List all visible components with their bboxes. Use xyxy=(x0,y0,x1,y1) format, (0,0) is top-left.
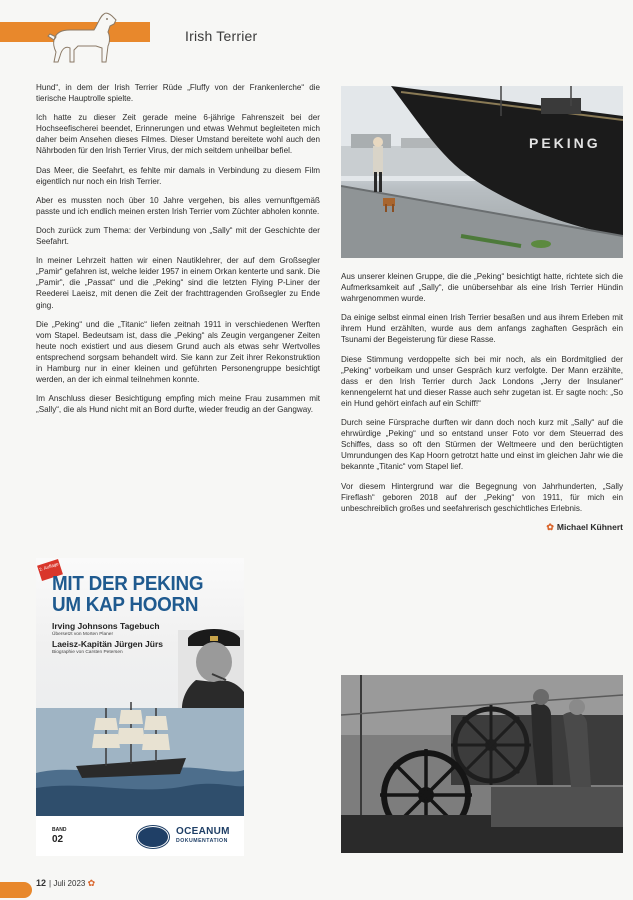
volume-label: BAND xyxy=(52,827,67,833)
page-footer xyxy=(0,872,633,900)
paragraph: Durch seine Fürsprache durften wir dann doch noch kurz mit „Sally“ auf die ehrwürdige „Peking“ und so entstand unser Foto vor dem Steuerrad des Schiffes, dass so oft den Stürmen der Weltmeere und den berüchtigten Umrundungen des Kap Hoorn getrotzt hatte und einst im gleichen Jahr wie die bekannte „Titanic“ vom Stapel lief. xyxy=(341,418,623,472)
paragraph: Die „Peking“ und die „Titanic“ liefen zeitnah 1911 in verschiedenen Werften vom Stapel. Bedeutsam ist, dass die „Peking“ als Zeugin vergangener Zeiten heute noch existiert und aus diesem Grund auch als etwas sehr Wertvolles entsprechend sorgsam behandelt wird. Sie kann zur Zeit ihrer Rekonstruktion in Hamburg nur in einer kleinen und geführten Personengruppe besichtigt werden, an der ich einmal teilnehmen konnte. xyxy=(36,319,320,385)
paragraph: Das Meer, die Seefahrt, es fehlte mir damals in Verbindung zu diesem Film eigentlich nur noch ein Irish Terrier. xyxy=(36,165,320,186)
paw-icon: ✿ xyxy=(87,878,96,888)
book-subtitle: Irving Johnsons Tagebuch xyxy=(52,621,160,631)
book-illustration xyxy=(36,558,244,856)
ship-hull-name: PEKING xyxy=(529,135,601,151)
paragraph: Da einige selbst einmal einen Irish Terrier besaßen und aus ihrem Erleben mit ihrem Hund erzählten, wurde aus dem anfangs zaghaften Gespräch ein Tsunami der Begeisterung für diese Rasse. xyxy=(341,313,623,345)
edition-badge: 2. Auflage xyxy=(37,559,63,581)
ship-illustration xyxy=(341,86,623,258)
right-text-column xyxy=(341,271,623,533)
book-cover xyxy=(36,558,244,856)
paragraph: Ich hatte zu dieser Zeit gerade meine 6-jährige Fahrenszeit bei der Hochseefischerei beendet, Erinnerungen und etwas Wehmut begleiteten mich daher beim Ansehen dieses Filmes. Dieser Umstand bereitete wohl auch den Nährboden für den Irish Terrier Virus, der mich seitdem unheilbar befiel. xyxy=(36,113,320,156)
paragraph: Aber es mussten noch über 10 Jahre vergehen, bis alles vernunftgemäß passte und ich endlich meinen ersten Irish Terrier vom Züchter abholen konnte. xyxy=(36,195,320,216)
steering-wheel-illustration xyxy=(341,675,623,853)
book-credit: Übersetzt von Morten Planer xyxy=(52,632,114,637)
paragraph: In meiner Lehrzeit hatten wir einen Nautiklehrer, der auf dem Großsegler „Pamir“ gefahren ist, welche leider 1957 in einem Orkan kenterte und sank. Die „Pamir“, die „Passat“ und die „Peking“ sind die letzten Flying P-Liner der Reederei Laeisz, mit denen die Zeit der frachttragenden Großsegler zu Ende ging. xyxy=(36,256,320,310)
page-number: 12 xyxy=(36,878,47,888)
book-credit: Biographie von Carsten Petersen xyxy=(52,650,123,655)
left-text-column xyxy=(36,82,320,423)
ship-logo-icon xyxy=(137,826,169,848)
volume-number: 02 xyxy=(52,834,64,845)
paragraph: Hund“, in dem der Irish Terrier Rüde „Fluffy von der Frankenlerche“ die tierische Hauptrolle spielte. xyxy=(36,83,320,104)
photo-peking-ship xyxy=(341,86,623,258)
paragraph: Diese Stimmung verdoppelte sich bei mir noch, als ein Bordmitglied der „Peking“ vorbeikam und unser Gespräch kurz verfolgte. Der Mann erzählte, dass er den Irish Terrier durch Jack Londons „Jerry der Insulaner“ kennengelernt hat und dieser Rasse auch sehr zugetan ist. Er sagte noch: „So ein Hund gehört einfach auf ein Schiff!“ xyxy=(341,354,623,408)
paragraph: Aus unserer kleinen Gruppe, die die „Peking“ besichtigt hatte, richtete sich die Aufmerksamkeit auf „Sally“, die unübersehbar als eine Irish Terrier Hündin wahrgenommen wurde. xyxy=(341,272,623,304)
page-header xyxy=(0,0,633,70)
paragraph: Doch zurück zum Thema: der Verbindung von „Sally“ mit der Geschichte der Seefahrt. xyxy=(36,225,320,247)
terrier-dog-icon xyxy=(44,6,124,66)
section-title: Irish Terrier xyxy=(185,28,258,44)
author-name: Michael Kühnert xyxy=(556,521,623,532)
magazine-logo xyxy=(0,882,32,898)
book-title: MIT DER PEKING UM KAP HOORN xyxy=(52,572,204,616)
author-signature xyxy=(341,522,623,533)
publisher: OCEANUM DOKUMENTATION xyxy=(176,826,230,844)
paw-icon: ✿ xyxy=(546,521,554,532)
footer-info: 12 | Juli 2023 ✿ xyxy=(36,878,96,888)
book-subtitle: Laeisz-Kapitän Jürgen Jürs xyxy=(52,639,164,649)
paragraph: Vor diesem Hintergrund war die Begegnung von Jahrhunderten, „Sally Fireflash“ geboren 2018 auf der „Peking“ von 1911, für mich ein unbeschreiblich großes und seefahrerisch geschichtliches Erlebnis. xyxy=(341,481,623,513)
issue-date: Juli 2023 xyxy=(53,879,86,888)
photo-steering-wheel xyxy=(341,675,623,853)
paragraph: Im Anschluss dieser Besichtigung empfing mich meine Frau zusammen mit „Sally“, die als Hund nicht mit an Bord durfte, wieder freudig an der Gangway. xyxy=(36,394,320,415)
